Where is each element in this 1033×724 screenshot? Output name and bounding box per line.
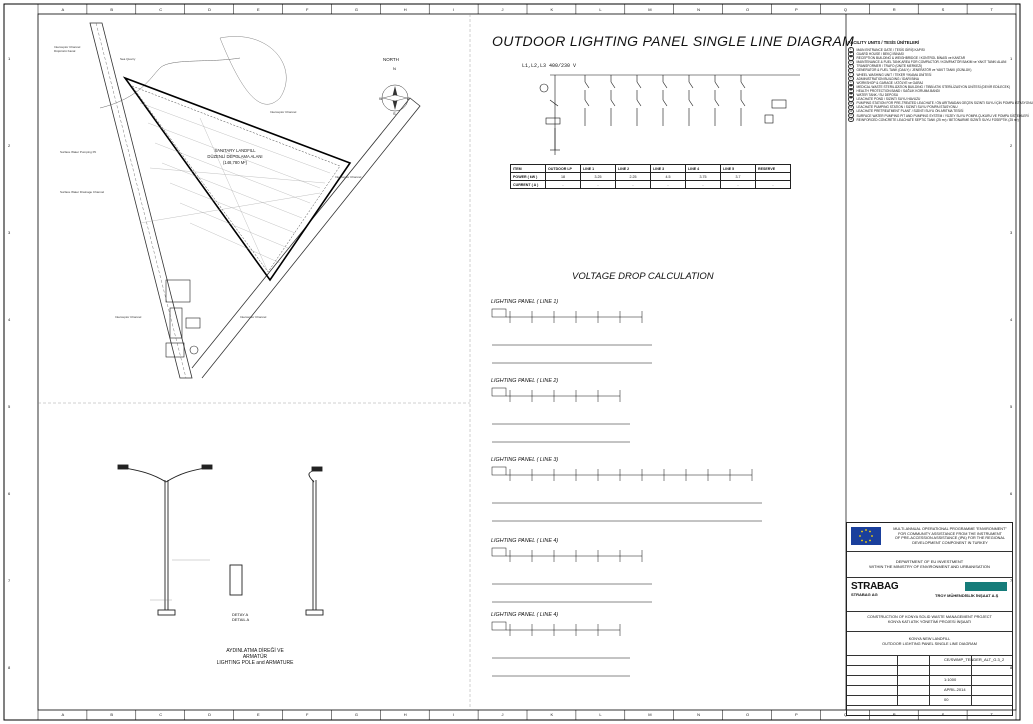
border-letter: O [746,7,750,12]
date-value: APRIL.2014 [944,687,966,692]
pole-title: AYDINLATMA DİREĞİ VE ARMATÜR LIGHTING POLE and ARMATURE [216,648,294,666]
legend-label: WATER TANK / SU DEPOSU [856,93,899,98]
consultant-name: TROY MÜHENDİSLİK İNŞAAT A.Ş [935,593,999,598]
legend-number: 8 [848,76,854,82]
legend-label: LEACHATE POND / SIZINTI SUYU HAVUZU [856,97,921,102]
legend-label: MEDICAL WASTE STERILIZATION BUILDING / TIBBİ ATIK STERİLİZASYON ÜNİTESİ (DEVİR EDİLECEK) [856,84,1010,89]
border-letter: B [110,712,114,717]
voltage-drop-section-title: LIGHTING PANEL ( LINE 4) [491,538,559,544]
svg-text:Interceptor Channel: Interceptor Channel [335,175,362,179]
border-number: 8 [1010,664,1013,670]
legend-number: 16 [849,109,853,113]
legend-number: 14 [849,101,853,105]
svg-text:Düşürücü Kanal: Düşürücü Kanal [54,49,76,53]
border-letter: T [990,7,993,12]
title-block [843,522,1013,717]
legend-label: ADMINISTRATION BUILDING / İDARİ BİNA [856,76,919,81]
consultant-logo-icon [965,582,1007,591]
svg-text:Surface Water Drainage Channel: Surface Water Drainage Channel [60,190,105,194]
border-number: 3 [8,229,11,235]
detail-a-label: DETAY A DETAIL A [232,612,250,622]
legend-number: 7 [848,72,854,78]
load-table-cell: 4.5 [651,173,686,181]
border-letter: L [599,712,602,717]
voltage-drop-schematic [490,307,830,377]
border-letter: S [941,7,945,12]
svg-text:DÜZENLİ DEPOLAMA ALANI: DÜZENLİ DEPOLAMA ALANI [207,154,263,159]
border-number: 8 [8,664,11,670]
border-letter: K [550,7,554,12]
legend-number: 1 [848,47,854,53]
svg-text:Interceptor Channel: Interceptor Channel [270,110,297,114]
drawing-title: OUTDOOR LIGHTING PANEL SINGLE LINE DIAGRAM [492,33,855,49]
load-table-cell: - [616,181,651,189]
legend-number: 2 [848,51,854,57]
border-number: 3 [1010,229,1013,235]
load-table-cell: POWER ( kW ) [511,173,546,181]
legend-label: WORKSHOP & GARAGE / ATÖLYE ve GARAJ [856,80,924,85]
legend-label: HEALTH PROTECTION BAND / SAĞLIK KORUMA BANDI [856,88,940,93]
voltage-drop-section-title: LIGHTING PANEL ( LINE 2) [491,378,559,384]
border-letter: N [697,712,701,717]
voltage-drop-schematic [490,386,830,456]
border-number: 7 [1010,577,1013,583]
load-table-cell: - [651,181,686,189]
project-title: CONSTRUCTION OF KONYA SOLID WASTE MANAGEMENT PROJECT KONYA KATI ATIK YÖNETİMİ PROJESİ İNŞAATI [867,615,992,624]
border-letter: L [599,7,602,12]
border-letter: K [550,712,554,717]
border-number: 1 [8,55,11,61]
svg-text:Interceptor Channel: Interceptor Channel [240,315,267,319]
load-table-cell: CURRENT ( A ) [511,181,546,189]
load-table-header: ITEM [511,165,546,173]
border-letter: M [648,7,652,12]
revision-value: 00 [944,697,949,702]
load-table-cell: - [686,181,721,189]
legend-label: GENERATOR & FUEL TANK (DAILY) / JENERATÖR ve YAKIT TANKI (GÜNLÜK) [856,68,972,73]
load-table-cell: 3.75 [686,173,721,181]
svg-text:Interceptor Channel: Interceptor Channel [54,45,81,49]
legend-title: FACILITY UNITS / TESİS ÜNİTELERİ [848,40,920,45]
load-table-cell: - [581,181,616,189]
site-label [207,148,262,165]
svg-text:Interceptor Channel: Interceptor Channel [115,315,142,319]
eu-flag-icon [851,527,881,545]
north-arrow-icon [382,85,408,111]
load-table-header: LINE 5 [721,165,756,173]
border-letter: D [208,7,212,12]
border-letter: J [501,7,504,12]
border-number: 1 [1010,55,1013,61]
table-row [511,181,791,189]
load-table-header: LINE 2 [616,165,651,173]
border-letter: P [794,712,798,717]
legend-label: RECEPTION BUILDING & WEIGHBRIDGE / KONTROL BİNASI ve KANTAR [856,56,966,61]
facility-legend [848,40,1033,122]
load-table-cell [756,173,791,181]
border-number: 5 [1010,403,1013,409]
border-letter: R [892,712,896,717]
border-number: 5 [8,403,11,409]
legend-label: TRANSFORMER / TRAFO (ÜNİTE MERKEZİ) [856,64,923,69]
border-letter: Q [843,7,847,12]
legend-number: 11 [849,89,852,93]
border-letter: F [305,7,309,12]
legend-label: SURFACE WATER PUMPING PIT AND PUMPING SYSTEM / YÜZEY SUYU POMPA ÇUKURU VE POMPA SİSTEMLERİ [856,113,1029,118]
voltage-drop-section-title: LIGHTING PANEL ( LINE 1) [491,299,559,305]
contractor-sub: STRABAG AG [851,592,878,597]
border-letter: J [501,712,504,717]
border-letter: M [648,712,652,717]
border-letter: D [208,712,212,717]
legend-label: REINFORCED CONCRETE LEACHATE SEPTIC TANK (25 m³) / BETONARME SIZINTI SUYU FOSEPTİK (25 m³) [856,117,1019,122]
svg-text:(148,780 M²): (148,780 M²) [223,160,247,165]
table-row [511,173,791,181]
legend-number: 13 [849,97,853,101]
border-letter: B [110,7,114,12]
compass-e: E [407,96,410,101]
border-letter: C [159,712,163,717]
voltage-drop-section-title: LIGHTING PANEL ( LINE 3) [491,457,559,463]
border-letter: O [746,712,750,717]
single-line-diagram [510,70,810,162]
border-number: 6 [1010,490,1013,496]
border-letter: S [941,712,945,717]
legend-number: 9 [848,80,854,86]
contractor-logo: STRABAG [851,581,899,592]
border-letter: H [403,7,407,12]
load-table-cell: 2.25 [616,173,651,181]
department-text: DEPARTMENT OF EU INVESTMENT WITHIN THE MINISTRY OF ENVIRONMENT AND URBANISATION [869,559,990,569]
voltage-drop-schematic [490,465,830,535]
svg-text:Surface Water Pumping Pit: Surface Water Pumping Pit [60,150,97,154]
border-number: 4 [8,316,11,322]
border-letter: E [257,712,260,717]
legend-number: 18 [849,117,853,121]
load-table-header: LINE 3 [651,165,686,173]
border-letter: R [892,7,896,12]
load-table-cell: - [721,181,756,189]
svg-text:SANITARY LANDFILL: SANITARY LANDFILL [214,148,256,153]
compass-s: S [393,111,396,116]
voltage-drop-schematic [490,620,830,690]
load-table-header: LINE 4 [686,165,721,173]
border-number: 4 [1010,316,1013,322]
load-table-cell: 3.25 [581,173,616,181]
border-letter: A [61,712,65,717]
legend-item [848,117,1019,122]
border-letter: G [354,7,358,12]
border-letter: C [159,7,163,12]
load-table-header: LINE 1 [581,165,616,173]
load-table-header: OUTDOOR LP [546,165,581,173]
border-letter: A [61,7,65,12]
legend-label: MAINTENANCE & FUEL TANK AREA FOR COMPACTOR / KOMPAKTÖR BAKIM ve YAKIT TANKI ALANI [856,60,1007,65]
load-table-header: RESERVE [756,165,791,173]
voltage-drop-schematic [490,546,830,616]
legend-label: GUARD HOUSE / BEKÇİ BİNASI [856,52,904,57]
legend-number: 4 [848,60,854,66]
border-letter: N [697,7,701,12]
legend-number: 12 [849,93,853,97]
legend-label: LEACHATE PRETREATMENT PLANT / SIZINTI SUYU ÖN ARITMA TESİSİ [856,109,964,114]
voltage-drop-section-title: LIGHTING PANEL ( LINE 4) [491,612,559,618]
load-table-cell: 18 [546,173,581,181]
border-letter: E [257,7,260,12]
title-block-drawing-title: KONYA NEW LANDFILL OUTDOOR LIGHTING PANEL SINGLE LINE DIAGRAM [882,637,977,646]
legend-label: WHEEL WASHING UNIT / TEKER YIKAMA ÜNİTESİ [856,72,932,77]
compass-w: W [379,96,383,101]
legend-number: 15 [849,105,853,109]
lighting-pole-detail [110,460,350,660]
legend-label: MAIN ENTRANCE GATE / TESİS GİRİŞ KAPISI [856,48,925,52]
legend-label: LEACHATE PUMPING STATION / SIZINTI SUYU POMPA İSTASYONU [856,105,958,110]
site-plan [40,18,468,402]
svg-text:Sea Quarry: Sea Quarry [120,57,136,61]
compass-n: N [393,66,396,71]
border-number: 6 [8,490,11,496]
border-number: 2 [8,142,11,148]
border-letter: I [452,7,454,12]
voltage-drop-title: VOLTAGE DROP CALCULATION [572,271,714,282]
legend-number: 3 [848,55,854,61]
scale-value: 1:1000 [944,677,957,682]
border-letter: H [403,712,407,717]
legend-number: 6 [848,68,854,74]
border-number: 7 [8,577,11,583]
border-letter: F [305,712,309,717]
legend-number: 5 [848,64,854,70]
border-letter: Q [843,712,847,717]
legend-label: PUMPING STATION FOR PRE-TREATED LEACHATE / ÖN ARITMADAN GEÇEN SIZINTI SUYU İÇİN POMPA İSTASYONU [856,101,1033,106]
load-table-cell: - [546,181,581,189]
border-letter: G [354,712,358,717]
border-letter: I [452,712,454,717]
supply-label: L1,L2,L3 400/230 V [522,63,577,69]
legend-number: 17 [849,113,853,117]
border-letter: T [990,712,993,717]
load-table-cell: 3.7 [721,173,756,181]
legend-number: 10 [849,85,853,89]
border-number: 2 [1010,142,1013,148]
load-table [510,164,791,189]
eu-programme-text: MULTI-ANNUAL OPERATIONAL PROGRAMME "ENVIRONMENT" FOR COMMUNITY ASSISTANCE FROM THE INSTRUMENT OF PRE-ACCESSION ASSISTANCE (IPA) FOR THE REGIONAL DEVELOPMENT COMPONENT IN TURKEY [893,527,1007,545]
load-table-cell: - [756,181,791,189]
compass-north-label: NORTH [383,57,399,62]
drawing-number: CE/SWMP_TENDER_ALT_G.3_2 [944,657,1005,662]
border-letter: P [794,7,798,12]
